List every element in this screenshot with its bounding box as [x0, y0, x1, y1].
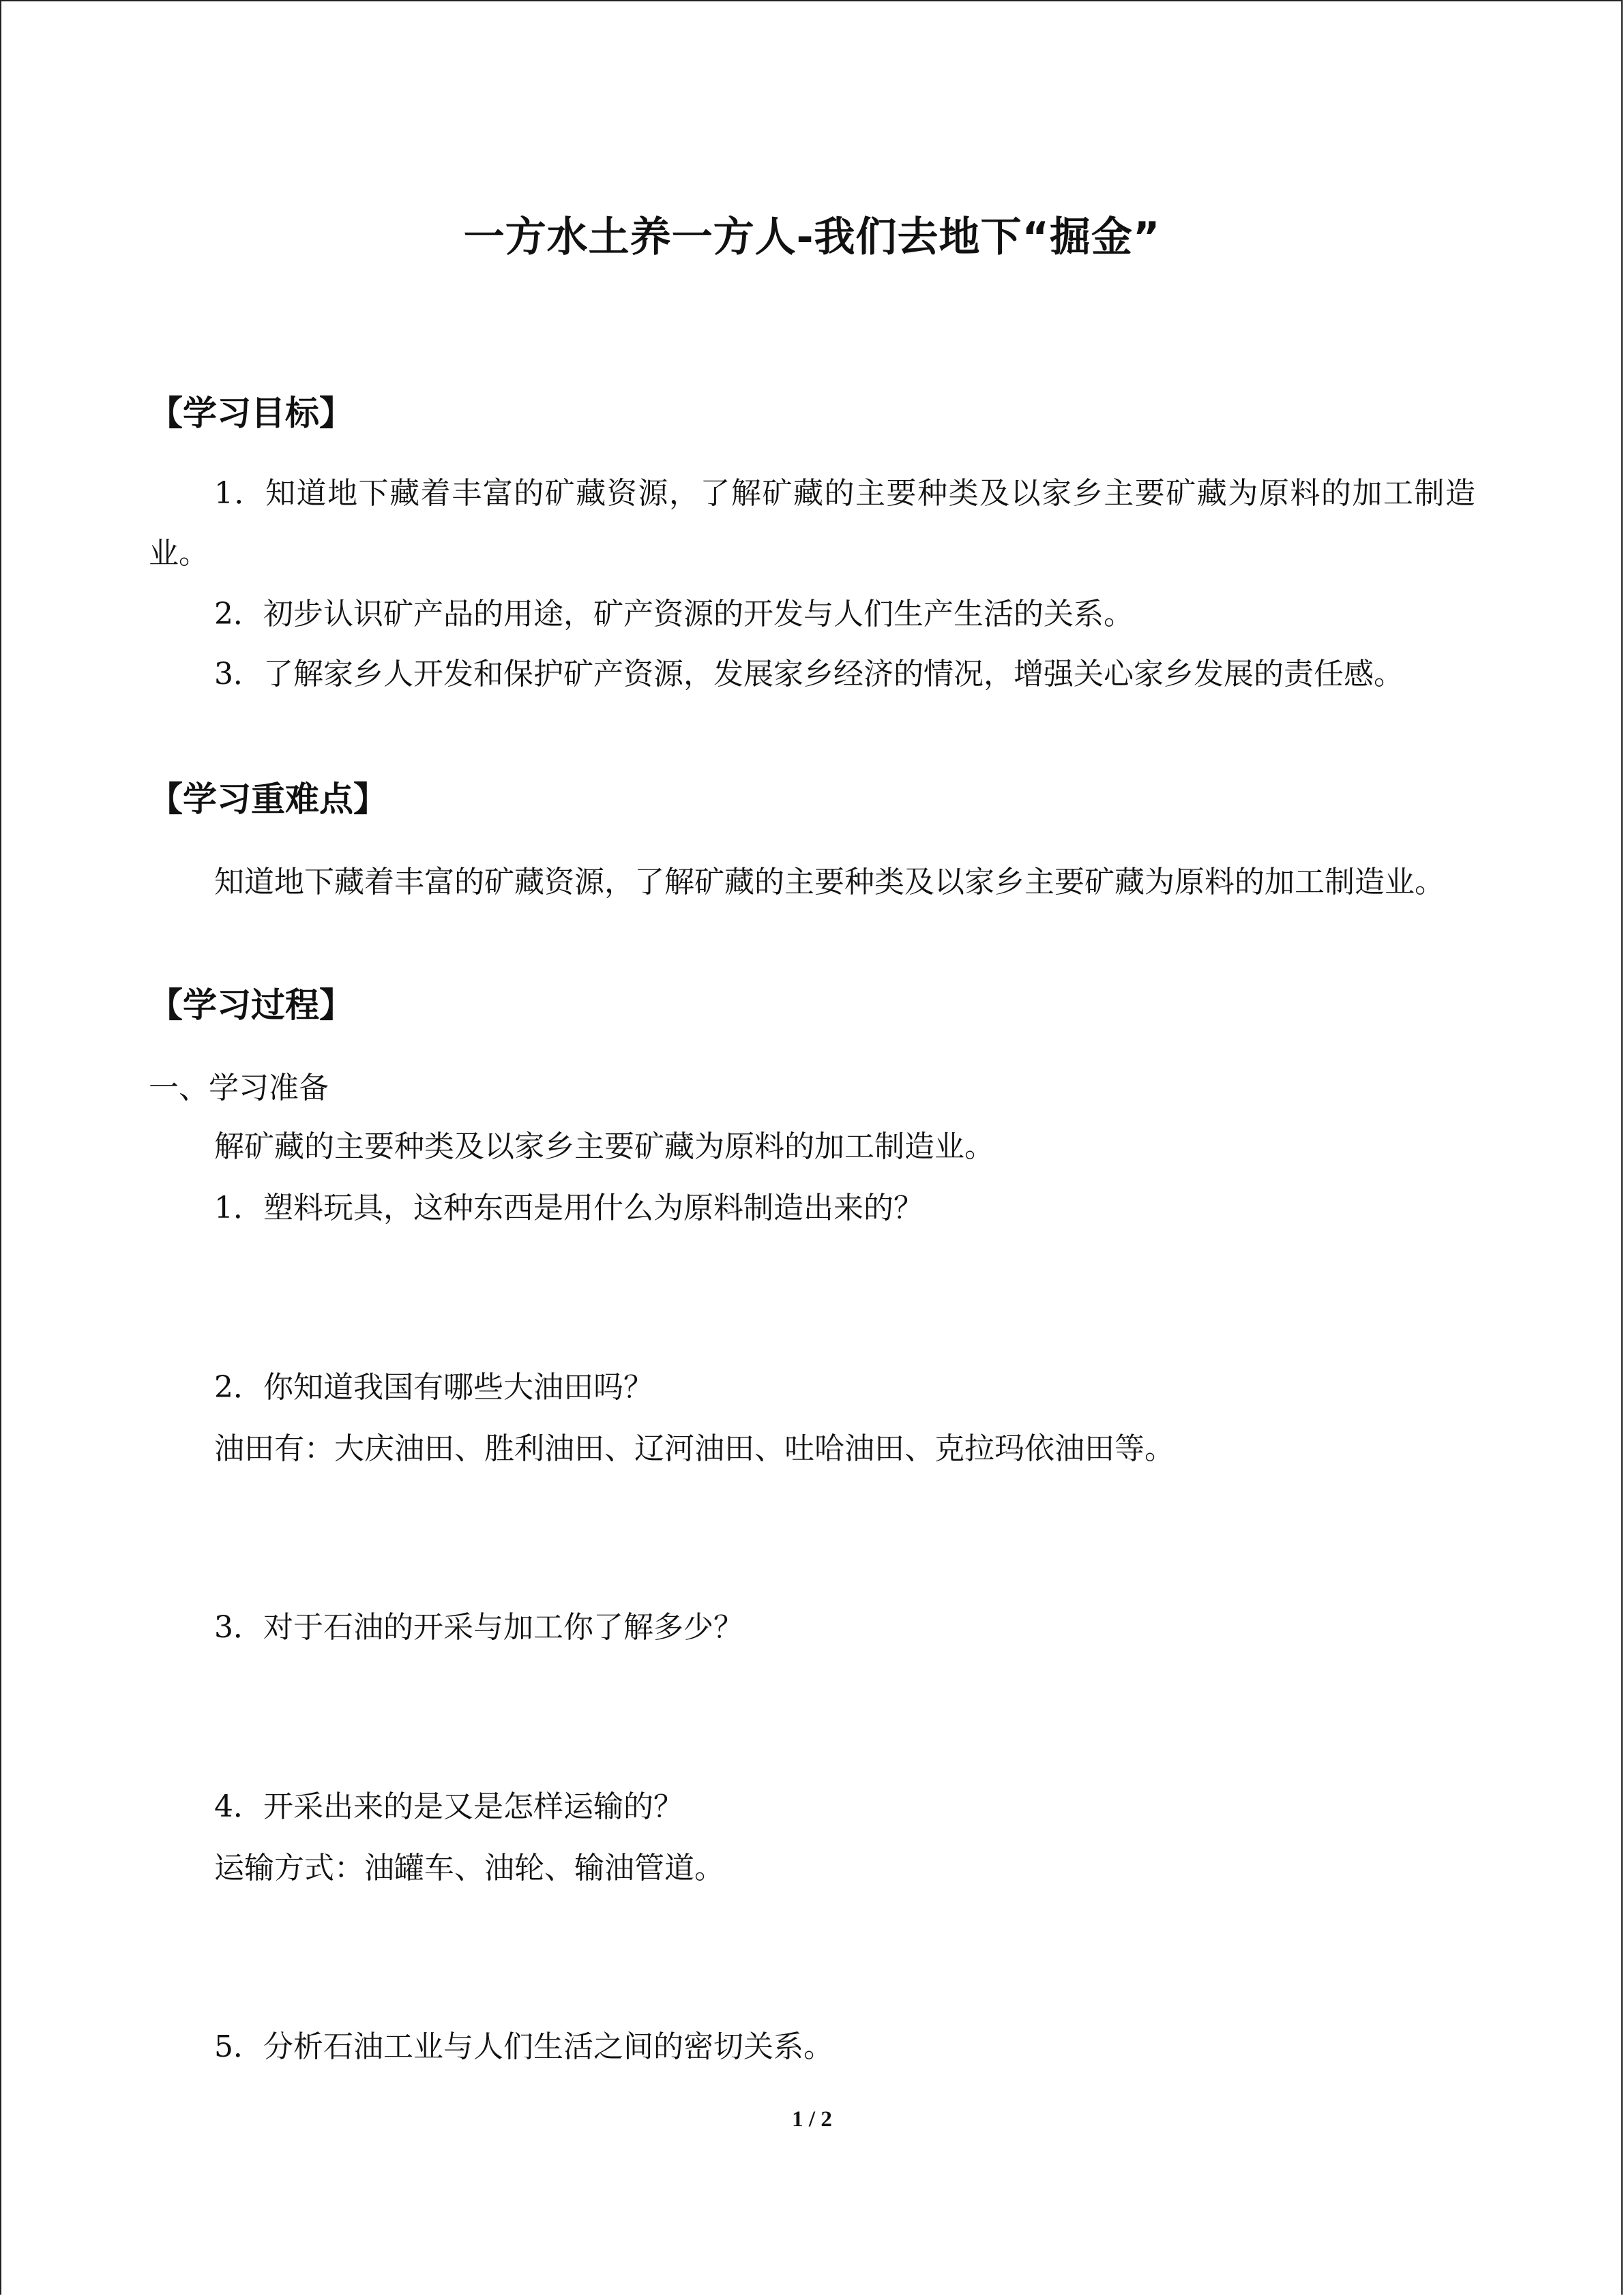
process-subheading: 一、学习准备 [149, 1071, 329, 1105]
question-3: 3．对于石油的开采与加工你了解多少？ [214, 1610, 743, 1645]
process-intro: 解矿藏的主要种类及以家乡主要矿藏为原料的加工制造业。 [214, 1129, 994, 1164]
answer-2: 油田有：大庆油田、胜利油田、辽河油田、吐哈油田、克拉玛依油田等。 [214, 1431, 1175, 1466]
objective-item-1: 1．知道地下藏着丰富的矿藏资源，了解矿藏的主要种类及以家乡主要矿藏为原料的加工制造业。 [149, 476, 1475, 571]
answer-4: 运输方式：油罐车、油轮、输油管道。 [214, 1851, 724, 1885]
page-title: 一方水土养一方人-我们去地下“掘金” [463, 213, 1161, 261]
question-4: 4．开采出来的是又是怎样运输的？ [214, 1789, 683, 1824]
question-2: 2．你知道我国有哪些大油田吗？ [214, 1370, 653, 1405]
question-1: 1．塑料玩具，这种东西是用什么为原料制造出来的？ [214, 1191, 924, 1225]
process-heading: 【学习过程】 [149, 985, 353, 1025]
key-points-heading: 【学习重难点】 [149, 779, 387, 819]
page-number: 1 / 2 [792, 2107, 832, 2132]
objective-item-2: 2．初步认识矿产品的用途，矿产资源的开发与人们生产生活的关系。 [214, 597, 1134, 631]
question-5: 5．分析石油工业与人们生活之间的密切关系。 [214, 2029, 833, 2064]
objectives-heading: 【学习目标】 [149, 393, 353, 433]
key-points-text: 知道地下藏着丰富的矿藏资源，了解矿藏的主要种类及以家乡主要矿藏为原料的加工制造业。 [214, 865, 1445, 899]
objective-item-3: 3．了解家乡人开发和保护矿产资源，发展家乡经济的情况，增强关心家乡发展的责任感。 [214, 657, 1404, 691]
